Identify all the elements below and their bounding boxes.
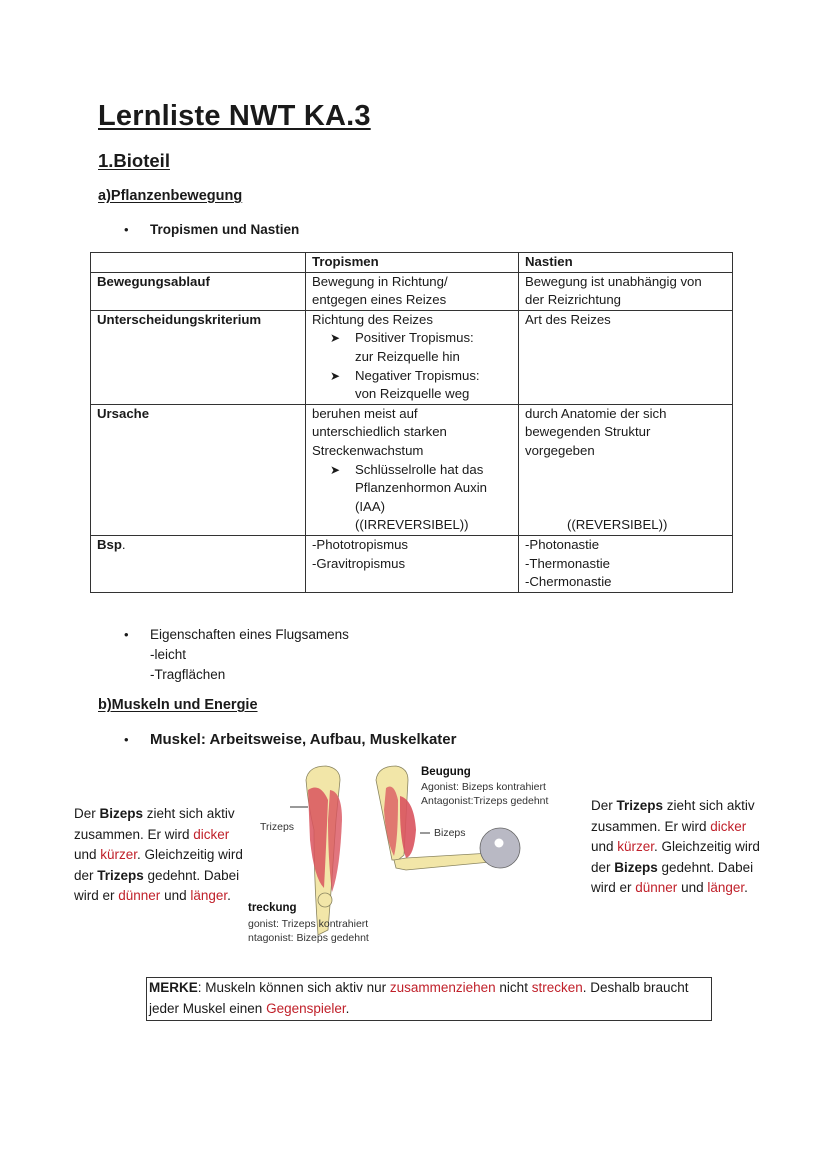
beugung-antagonist: Antagonist:Trizeps gedehnt [421,795,549,807]
cell-line: beruhen meist auf [312,405,418,421]
text: zieht sich aktiv zusammen. Er wird [74,806,235,842]
page-title: Lernliste NWT KA.3 [98,100,371,132]
cell-line: Art des Reizes [525,311,611,327]
tropismen-nastien-table [90,252,733,593]
text: . Gleichzeitig wird der [591,839,760,875]
beugung-agonist: Agonist: Bizeps kontrahiert [421,781,546,793]
table-header-nastien: Nastien [519,253,733,273]
highlight: länger [707,880,745,895]
text: und [74,847,101,862]
row-label: Bewegungsablauf [91,272,306,310]
cell-line: Streckenwachstum [312,442,424,458]
text: und [591,839,618,854]
streckung-title: treckung [248,902,297,914]
text: Der [591,798,617,813]
figure-label-trizeps: Trizeps [260,821,295,833]
table-header-tropismen: Tropismen [306,253,519,273]
text: . [345,1000,350,1016]
term-trizeps: Trizeps [97,867,144,883]
irreversibel-note: ((IRREVERSIBEL)) [355,517,469,533]
highlight: länger [190,888,228,903]
text: Der [74,806,100,821]
row-label [91,535,306,592]
merke-label: MERKE [149,980,198,995]
bullet-text: Tropismen und Nastien [150,222,300,237]
bizeps-description [74,804,249,907]
highlight: dicker [193,826,230,842]
bullet-icon: • [124,627,129,642]
row-label: Ursache [91,404,306,535]
cell-line: -Photonastie [525,536,600,552]
row-label-text: Bsp [97,536,122,552]
cell-line: Negativer Tropismus: [355,367,480,383]
cell-tropismen [306,404,519,535]
cell-line: Schlüsselrolle hat das [355,461,484,477]
merke-box [146,977,712,1021]
cell-line: durch Anatomie der sich [525,405,667,421]
bullet-muskel [100,731,456,748]
cell-line: -Thermonastie [525,555,611,571]
cell-line: der Reizrichtung [525,292,622,308]
bullet-text: Eigenschaften eines Flugsamens [150,627,349,642]
text: gedehnt. Dabei wird er [591,859,754,895]
text: . [227,888,231,903]
cell-nastien [519,535,733,592]
bullet-icon: • [124,732,129,747]
text: . [744,880,748,895]
cell-line: zur Reizquelle hin [355,348,460,364]
bullet-text: Muskel: Arbeitsweise, Aufbau, Muskelkater [150,731,457,748]
cell-line: Richtung des Reizes [312,311,433,327]
text: zieht sich aktiv zusammen. Er wird [591,798,755,834]
arrow-bullet-icon: ➤ [330,331,341,346]
row-label: Unterscheidungskriterium [91,310,306,404]
row-label-suffix: . [121,536,126,552]
highlight: Gegenspieler [266,1000,346,1016]
bullet-tropismen [100,222,299,237]
streckung-agonist: gonist: Trizeps kontrahiert [248,918,369,930]
table-row [91,404,733,535]
highlight: kürzer [617,839,655,854]
beugung-title: Beugung [421,766,471,778]
cell-nastien [519,404,733,535]
highlight: kürzer [100,847,138,862]
text: und [677,880,708,895]
list-item: -leicht [150,647,187,662]
cell-line: Positiver Tropismus: [355,330,474,346]
reversibel-note: ((REVERSIBEL)) [567,517,668,533]
bullet-icon: • [124,222,129,237]
cell-line: Bewegung ist unabhängig von [525,273,702,289]
cell-line: bewegenden Struktur [525,424,651,440]
highlight: zusammenziehen [389,980,496,995]
table-header-row [91,253,733,273]
arrow-list-item [312,329,512,366]
term-bizeps: Bizeps [99,806,144,821]
text: . Gleichzeitig wird der [74,847,243,883]
section-heading-bioteil: 1.Bioteil [98,150,170,171]
term-trizeps: Trizeps [616,798,664,813]
arrow-list-item [312,461,512,535]
table-header-empty [91,253,306,273]
bullet-flugsamen [100,625,349,685]
highlight: strecken [531,980,583,995]
cell-line: von Reizquelle weg [355,386,470,402]
subsection-heading-pflanzenbewegung: a)Pflanzenbewegung [98,188,243,204]
text: nicht [495,980,532,995]
subsection-heading-muskeln: b)Muskeln und Energie [98,697,258,713]
text: . Deshalb braucht jeder Muskel einen [149,980,689,1016]
arrow-bullet-icon: ➤ [330,368,341,383]
highlight: dicker [710,818,747,834]
highlight: dünner [635,880,678,895]
table-row [91,310,733,404]
cell-nastien [519,272,733,310]
table-row [91,272,733,310]
table-row [91,535,733,592]
text: : Muskeln können sich aktiv nur [197,980,390,995]
streckung-antagonist: ntagonist: Bizeps gedehnt [248,932,369,944]
figure-label-bizeps: Bizeps [434,827,466,839]
arm-muscle-figure [248,760,578,950]
cell-line: vorgegeben [525,442,595,458]
cell-line: -Phototropismus [312,536,409,552]
list-item: -Tragflächen [150,667,226,682]
cell-line: Bewegung in Richtung/ [312,273,448,289]
cell-line: Pflanzenhormon Auxin [355,480,487,496]
cell-line: -Chermonastie [525,574,612,590]
cell-line: (IAA) [355,498,386,514]
cell-tropismen [306,310,519,404]
highlight: dünner [118,888,161,903]
cell-line: -Gravitropismus [312,555,406,571]
cell-tropismen [306,272,519,310]
arrow-bullet-icon: ➤ [330,462,341,477]
cell-tropismen [306,535,519,592]
cell-nastien [519,310,733,404]
cell-line: entgegen eines Reizes [312,292,447,308]
term-bizeps: Bizeps [614,859,658,875]
trizeps-description [591,796,766,899]
arrow-list-item [312,367,512,404]
text: und [160,888,191,903]
cell-line: unterschiedlich starken [312,424,447,440]
text: gedehnt. Dabei wird er [74,867,240,903]
